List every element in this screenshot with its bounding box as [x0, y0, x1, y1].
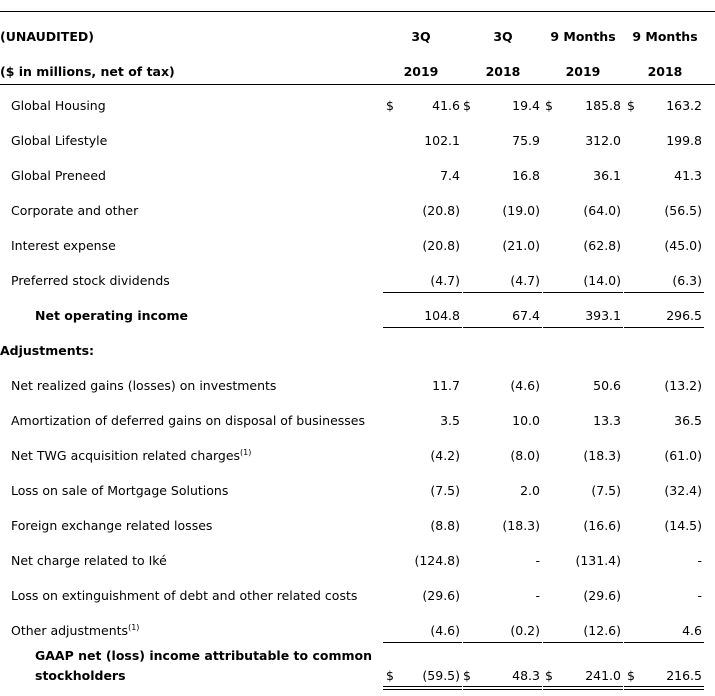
column-header-year: 2018: [647, 64, 683, 79]
header-label-unaudited: (UNAUDITED): [0, 29, 94, 44]
table-cell-value: (62.8): [583, 238, 621, 253]
table-cell-value: (131.4): [575, 553, 621, 568]
table-cell-value: (7.5): [591, 483, 621, 498]
row-label-text: Net charge related to Iké: [11, 553, 167, 568]
table-cell-value: 185.8: [585, 98, 621, 113]
table-cell-value: (29.6): [422, 588, 460, 603]
grand-total-underline: [543, 689, 623, 690]
table-cell-value: 13.3: [593, 413, 621, 428]
table-cell-value: 10.0: [512, 413, 540, 428]
table-cell-value: (8.0): [510, 448, 540, 463]
table-cell-value: (21.0): [502, 238, 540, 253]
table-cell-value: -: [535, 588, 540, 603]
footnote-marker: (1): [240, 448, 252, 457]
table-cell-value: -: [697, 553, 702, 568]
table-cell-value: (64.0): [583, 203, 621, 218]
row-label: [11, 588, 357, 603]
adjustments-underline: [463, 642, 542, 643]
table-cell-value: (12.6): [583, 623, 621, 638]
row-label: [11, 623, 139, 638]
grand-total-underline: [624, 686, 704, 687]
table-cell-value: (19.0): [502, 203, 540, 218]
row-label: Global Preneed: [11, 168, 106, 183]
table-cell-value: 16.8: [512, 168, 540, 183]
table-cell-value: 19.4: [512, 98, 540, 113]
table-cell-value: 241.0: [585, 668, 621, 683]
table-cell-value: 104.8: [424, 308, 460, 323]
table-cell-value: 163.2: [666, 98, 702, 113]
grand-total-underline: [543, 686, 623, 687]
row-label-gaap-line1: GAAP net (loss) income attributable to common: [35, 648, 372, 663]
table-cell-value: (29.6): [583, 588, 621, 603]
row-label-text: Other adjustments: [11, 623, 129, 638]
table-cell-value: (18.3): [502, 518, 540, 533]
row-label-gaap-line2: stockholders: [35, 668, 126, 683]
row-label: Interest expense: [11, 238, 116, 253]
row-label-text: Loss on sale of Mortgage Solutions: [11, 483, 229, 498]
table-cell-value: 7.4: [440, 168, 460, 183]
table-cell-value: (20.8): [422, 203, 460, 218]
table-cell-value: -: [697, 588, 702, 603]
table-cell-value: 312.0: [585, 133, 621, 148]
table-cell-value: 296.5: [666, 308, 702, 323]
row-label-net-operating-income: Net operating income: [35, 308, 189, 323]
currency-symbol: $: [545, 668, 553, 683]
grand-total-underline: [624, 689, 704, 690]
grand-total-underline: [383, 686, 462, 687]
total-underline: [543, 327, 623, 328]
table-cell-value: 50.6: [593, 378, 621, 393]
table-cell-value: (56.5): [664, 203, 702, 218]
column-header-year: 2018: [485, 64, 521, 79]
table-cell-value: (6.3): [672, 273, 702, 288]
adjustments-underline: [624, 642, 704, 643]
row-label-text: Foreign exchange related losses: [11, 518, 213, 533]
row-label: [11, 518, 212, 533]
currency-symbol: $: [463, 668, 471, 683]
table-cell-value: 3.5: [440, 413, 460, 428]
table-cell-value: (45.0): [664, 238, 702, 253]
section-heading-adjustments: Adjustments:: [0, 343, 95, 358]
table-cell-value: (20.8): [422, 238, 460, 253]
subtotal-underline: [383, 292, 462, 293]
table-cell-value: (14.5): [664, 518, 702, 533]
currency-symbol: $: [463, 98, 471, 113]
table-cell-value: 4.6: [682, 623, 702, 638]
table-cell-value: 102.1: [424, 133, 460, 148]
table-cell-value: 41.3: [674, 168, 702, 183]
table-cell-value: 11.7: [432, 378, 460, 393]
table-cell-value: 199.8: [666, 133, 702, 148]
subtotal-underline: [624, 292, 704, 293]
table-cell-value: (8.8): [430, 518, 460, 533]
column-header-period: 3Q: [411, 29, 431, 44]
top-rule: [0, 11, 715, 12]
row-label: [11, 483, 228, 498]
table-cell-value: (32.4): [664, 483, 702, 498]
table-cell-value: (0.2): [510, 623, 540, 638]
currency-symbol: $: [386, 668, 394, 683]
row-label: Corporate and other: [11, 203, 139, 218]
table-cell-value: (4.7): [430, 273, 460, 288]
subtotal-underline: [463, 292, 542, 293]
table-cell-value: 2.0: [520, 483, 540, 498]
table-cell-value: (61.0): [664, 448, 702, 463]
subtotal-underline: [543, 292, 623, 293]
table-cell-value: 36.5: [674, 413, 702, 428]
row-label: Global Housing: [11, 98, 106, 113]
column-header-period: 9 Months: [550, 29, 616, 44]
currency-symbol: $: [545, 98, 553, 113]
table-cell-value: (14.0): [583, 273, 621, 288]
table-cell-value: (4.6): [510, 378, 540, 393]
table-cell-value: -: [535, 553, 540, 568]
table-cell-value: (4.2): [430, 448, 460, 463]
row-label-text: Loss on extinguishment of debt and other related costs: [11, 588, 358, 603]
table-cell-value: (124.8): [414, 553, 460, 568]
column-header-year: 2019: [565, 64, 601, 79]
total-underline: [463, 327, 542, 328]
row-label-text: Amortization of deferred gains on disposal of businesses: [11, 413, 365, 428]
column-header-period: 3Q: [493, 29, 513, 44]
table-cell-value: 75.9: [512, 133, 540, 148]
row-label-text: Net TWG acquisition related charges: [11, 448, 241, 463]
adjustments-underline: [543, 642, 623, 643]
table-cell-value: (4.6): [430, 623, 460, 638]
table-cell-value: 393.1: [585, 308, 621, 323]
table-cell-value: (59.5): [422, 668, 460, 683]
total-underline: [383, 327, 462, 328]
column-header-year: 2019: [403, 64, 439, 79]
table-cell-value: (18.3): [583, 448, 621, 463]
table-cell-value: (13.2): [664, 378, 702, 393]
row-label: [11, 413, 365, 428]
row-label: [11, 553, 167, 568]
grand-total-underline: [463, 686, 542, 687]
table-cell-value: 48.3: [512, 668, 540, 683]
currency-symbol: $: [386, 98, 394, 113]
table-cell-value: 36.1: [593, 168, 621, 183]
row-label-text: Net realized gains (losses) on investments: [11, 378, 277, 393]
table-cell-value: (7.5): [430, 483, 460, 498]
table-cell-value: 67.4: [512, 308, 540, 323]
row-label: [11, 378, 276, 393]
table-cell-value: 216.5: [666, 668, 702, 683]
row-label: Preferred stock dividends: [11, 273, 170, 288]
grand-total-underline: [383, 689, 462, 690]
footnote-marker: (1): [128, 623, 140, 632]
currency-symbol: $: [627, 98, 635, 113]
currency-symbol: $: [627, 668, 635, 683]
column-header-period: 9 Months: [632, 29, 698, 44]
table-cell-value: 41.6: [432, 98, 460, 113]
grand-total-underline: [463, 689, 542, 690]
header-label-units: ($ in millions, net of tax): [0, 64, 175, 79]
row-label: Global Lifestyle: [11, 133, 108, 148]
row-label: [11, 448, 251, 463]
total-underline: [624, 327, 704, 328]
header-underline: [0, 84, 715, 85]
table-cell-value: (16.6): [583, 518, 621, 533]
table-cell-value: (4.7): [510, 273, 540, 288]
adjustments-underline: [383, 642, 462, 643]
